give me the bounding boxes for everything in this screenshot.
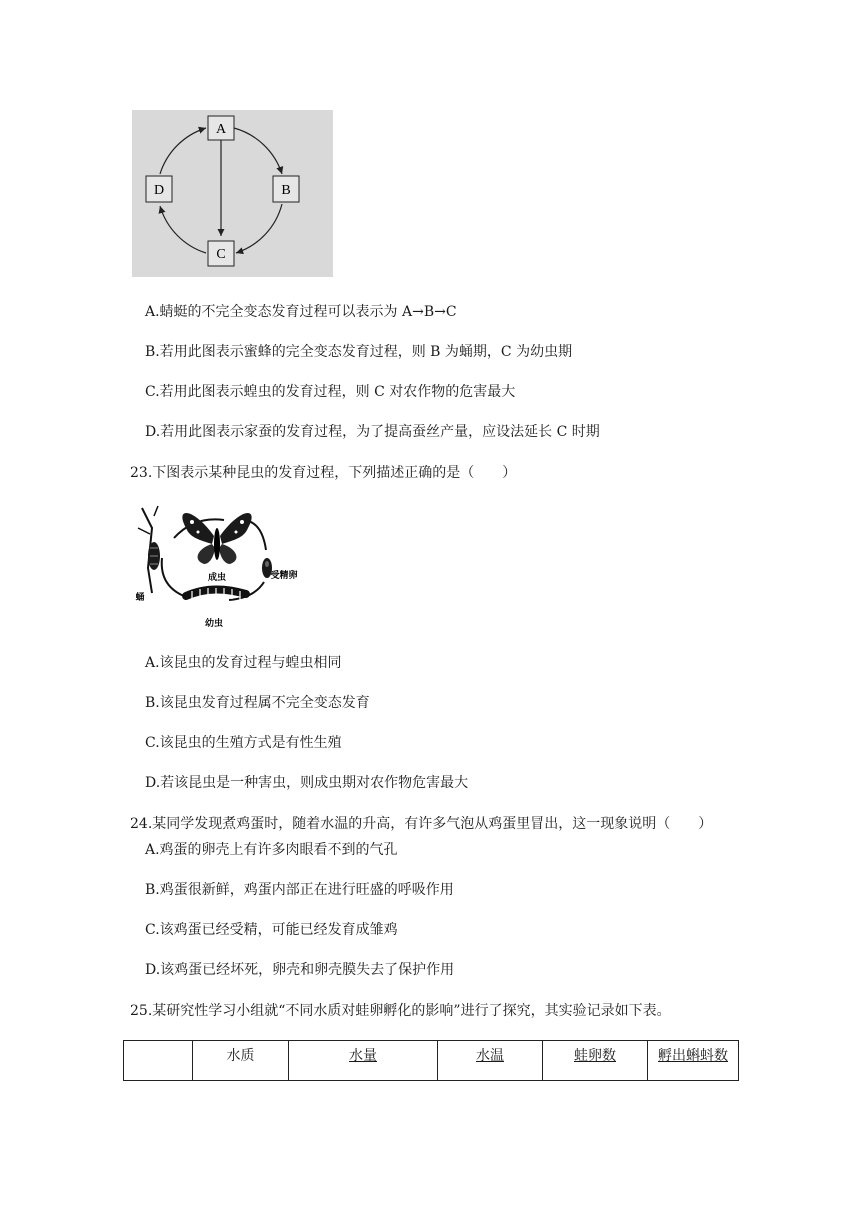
table-header-cell: 蛙卵数 [543, 1041, 648, 1081]
node-a-label: A [215, 122, 227, 137]
table-header-cell: 水温 [438, 1041, 543, 1081]
node-d-label: D [153, 183, 165, 198]
butterfly-icon [182, 513, 251, 564]
q22-option-b: B.若用此图表示蜜蜂的完全变态发育过程，则 B 为蛹期，C 为幼虫期 [145, 344, 573, 360]
q23-option-c: C.该昆虫的生殖方式是有性生殖 [145, 735, 342, 751]
q24-option-b: B.鸡蛋很新鲜，鸡蛋内部正在进行旺盛的呼吸作用 [145, 882, 454, 898]
q24-option-d: D.该鸡蛋已经坏死，卵壳和卵壳膜失去了保护作用 [145, 962, 455, 978]
egg-label: 受精卵 [270, 571, 298, 581]
pupa-icon [138, 506, 160, 593]
q22-option-c: C.若用此图表示蝗虫的发育过程，则 C 对农作物的危害最大 [145, 384, 516, 400]
larva-label: 幼虫 [204, 619, 224, 629]
q22-option-a: A.蜻蜓的不完全变态发育过程可以表示为 A→B→C [145, 304, 457, 320]
q23-stem: 23.下图表示某种昆虫的发育过程，下列描述正确的是（ ） [130, 465, 517, 481]
q24-option-a: A.鸡蛋的卵壳上有许多肉眼看不到的气孔 [145, 842, 398, 858]
table-header-cell: 水质 [193, 1041, 289, 1081]
pupa-label: 蛹 [135, 593, 145, 603]
table-header-row [124, 1041, 739, 1081]
q23-option-a: A.该昆虫的发育过程与蝗虫相同 [145, 655, 342, 671]
cycle-diagram [132, 110, 333, 277]
table-header-cell: 孵出蝌蚪数 [648, 1041, 739, 1081]
q23-option-d: D.若该昆虫是一种害虫，则成虫期对农作物危害最大 [145, 775, 469, 791]
q23-option-b: B.该昆虫发育过程属不完全变态发育 [145, 695, 370, 711]
node-b-label: B [281, 183, 291, 198]
table-header-cell: 水量 [289, 1041, 438, 1081]
experiment-table [123, 1040, 739, 1081]
insect-cycle-figure [134, 498, 334, 633]
q24-stem: 24.某同学发现煮鸡蛋时，随着水温的升高，有许多气泡从鸡蛋里冒出，这一现象说明（ ） [130, 816, 713, 832]
q24-option-c: C.该鸡蛋已经受精，可能已经发育成雏鸡 [145, 922, 398, 938]
q22-option-d: D.若用此图表示家蚕的发育过程，为了提高蚕丝产量，应设法延长 C 时期 [145, 424, 600, 440]
q25-stem: 25.某研究性学习小组就“不同水质对蛙卵孵化的影响”进行了探究，其实验记录如下表。 [130, 1003, 671, 1019]
adult-label: 成虫 [207, 573, 227, 583]
node-c-label: C [216, 247, 226, 262]
table-header-cell [124, 1041, 193, 1081]
